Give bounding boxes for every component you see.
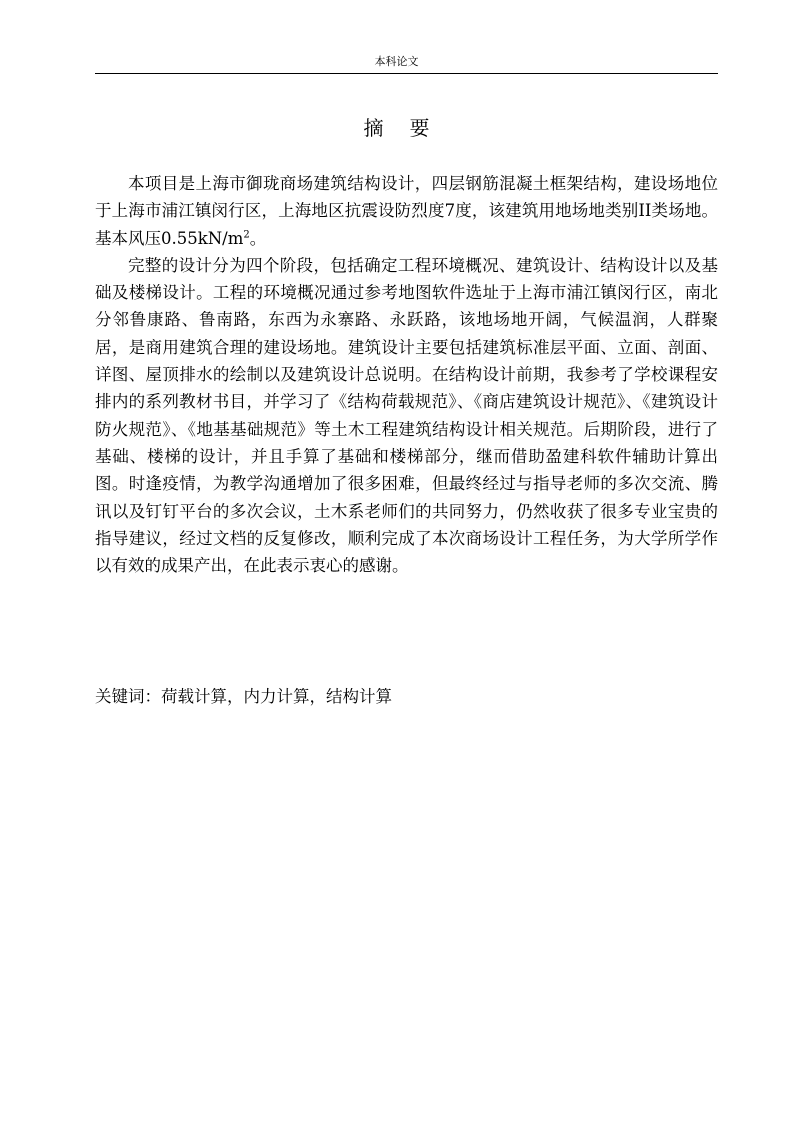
- keywords-label: 关键词：: [95, 687, 161, 706]
- abstract-title: 摘要: [363, 116, 456, 140]
- abstract-paragraph-2: 完整的设计分为四个阶段，包括确定工程环境概况、建筑设计、结构设计以及基础及楼梯设计。工程的环境概况通过参考地图软件选址于上海市浦江镇闵行区，南北分邻鲁康路、鲁南路，东西为永寨路、永跃路，该地场地开阔，气候温润，人群聚居，是商用建筑合理的建设场地。建筑设计主要包括建筑标准层平面、立面、剖面、详图、屋顶排水的绘制以及建筑设计总说明。在结构设计前期，我参考了学校课程安排内的系列教材书目，并学习了《结构荷载规范》、《商店建筑设计规范》、《建筑设计防火规范》、《地基基础规范》等土木工程建筑结构设计相关规范。后期阶段，进行了基础、楼梯的设计，并且手算了基础和楼梯部分，继而借助盈建科软件辅助计算出图。时逢疫情，为教学沟通增加了很多困难，但最终经过与指导老师的多次交流、腾讯以及钉钉平台的多次会议，土木系老师们的共同努力，仍然收获了很多专业宝贵的指导建议，经过文档的反复修改，顺利完成了本次商场设计工程任务，为大学所学作以有效的成果产出，在此表示衷心的感谢。: [95, 255, 718, 576]
- running-header: 本科论文: [374, 55, 419, 68]
- abstract-paragraph-1: [95, 170, 718, 252]
- header-divider: [95, 73, 718, 74]
- keywords-items: 荷载计算，内力计算，结构计算: [161, 687, 392, 706]
- paragraph-1-text: 本项目是上海市御珑商场建筑结构设计，四层钢筋混凝土框架结构，建设场地位于上海市浦江镇闵行区，上海地区抗震设防烈度7度，该建筑用地场地类别II类场地。基本风压0.55kN/m: [95, 174, 718, 248]
- keywords-line: [95, 683, 718, 710]
- superscript-exponent: 2: [243, 229, 250, 241]
- paragraph-1-end: 。: [249, 228, 267, 248]
- abstract-body: [95, 170, 718, 579]
